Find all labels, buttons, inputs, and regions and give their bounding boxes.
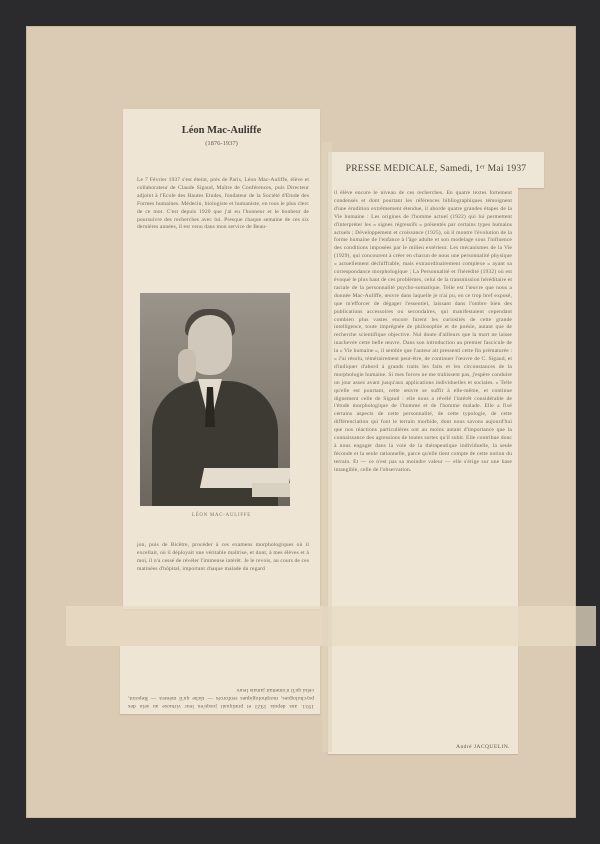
article-dates: (1876-1937) (205, 140, 238, 147)
newspaper-header: PRESSE MEDICALE, Samedi, 1ᵉʳ Mai 1937 (345, 163, 527, 174)
article-title: Léon Mac-Auliffe (181, 125, 262, 136)
inverted-paragraph: 1931. ans depuis 1923 et pratiquait jusqu'en leur virtuose au sein des psychologues, morphologiques renforcés — tâche qu'il mènera — Repoint, celui qu'il n'omettait jamais leurs (128, 687, 314, 709)
photo-caption: LÉON MAC-AULIFFE (191, 513, 252, 518)
author-signature: André JACQUELIN. (456, 744, 510, 750)
article-paragraph-1: Le 7 Février 1937 s'est éteint, près de Paris, Léon Mac-Auliffe, élève et collaborateur de Claude Sigaud, Maître de Conférences, puis Directeur adjoint à l'Ecole des Hautes Etudes, fondateur de la Société d'Etude des Formes humaines. Médecin, biologiste et humaniste, en tous le plus clerc de ce mot. C'est depuis 1920 que j'ai eu l'honneur et le bonheur de poursuivre des recherches avec lui. Presque chaque semaine de ces six dernières années, il est venu dans mon service de Beau- (137, 177, 309, 231)
portrait-photo (140, 293, 290, 506)
paper-tape-vertical (322, 142, 332, 752)
article-continuation: il élève encore le niveau de ces recherches. En quatre textes fortement condensés et dont pourtant les références bibliographiques témoignent d'une érudition extrêmement étendue, il aborde quatre grandes étapes de la Vie humaine : Les origines de l'homme actuel (1922) qui lui permettent d'interpréter les « signes régressifs » présentés par certains types humains actuels ; Développement et croissance (1925), où il montre l'évolution de la forme humaine de l'enfance à l'âge adulte et son modelage sous l'influence des conditions imposées par le milieu extérieur. Les mécanismes de la Vie (1929), qui concourent à créer en chacun de nous une personnalité physique « actuellement déchiffrable, mais extraordinairement complexe » ayant sa correspondance morphologique ; La Personnalité et l'hérédité (1932) où est évoqué le plus haut de ces problèmes, celui de la transmission héréditaire et raciale de la personnalité psycho-somatique. Telle est l'œuvre que nous a donnée Mac-Auliffe, œuvre dans laquelle je n'ai pu, en ce trop bref exposé, que m'efforcer de dégager l'essentiel, laissant dans l'ombre bien des publications accessoires ou secondaires, qui manifestaient cependant combien plus vastes encore furent les curiosités de cette grande intelligence, toute imprégnée de philosophie et de poésie, autant que de recherche scientifique objective. Nul doute d'ailleurs que la mort ne laisse inachevée cette belle œuvre. Dans son introduction au premier fascicule de la « Vie humaine », il semble que l'auteur ait pressenti cette fin prématurée : « J'ai résolu, témérairement peut-être, de continuer l'œuvre de C. Sigaud, et d'indiquer d'abord à grands traits les faits et les circonstances de la morphologie humaine. Si mes forces ne me trahissent pas, j'espère conduire un jour assez avant jusqu'aux applications individuelles et sociales. » Telle qu'elle est pourtant, cette œuvre se suffit à elle-même, et continue dignement celle de Sigaud : elle nous a révélé l'intérêt considérable de l'étude morphologique de l'homme et de l'homme malade. Elle a fixé certains aspects de cette personnalité, de cette typologie, de cette différenciation qui font le terrain morbide, dont nous savons aujourd'hui que nos réactions particulières ont au moins autant d'importance que la connaissance des agressions de toutes sortes qu'il subit. Elle contribue donc à nous engager dans la voie de la thérapeutique individuelle, la seule féconde et la seule rationnelle, parce qu'elle tient compte de cette notion du terrain. Et — ce n'est pas sa moindre valeur — elle s'érige sur une base intangible, celle de l'observation. (334, 190, 512, 473)
inverted-clipping (120, 646, 320, 714)
article-paragraph-2: jon, puis de Bicêtre, procéder à ces examens morphologiques où il excellait, où il déployait une véritable maîtrise, et dont, à mes élèves et à moi, il n'a cessé de révéler l'immense intérêt. Je le revois, au cours de ces matinées d'hôpital, important chaque malade du regard (137, 542, 309, 572)
obituary-clipping-continuation (328, 186, 518, 754)
archival-board (26, 26, 576, 818)
obituary-clipping-top (123, 109, 320, 609)
newspaper-header-clipping (328, 152, 544, 188)
